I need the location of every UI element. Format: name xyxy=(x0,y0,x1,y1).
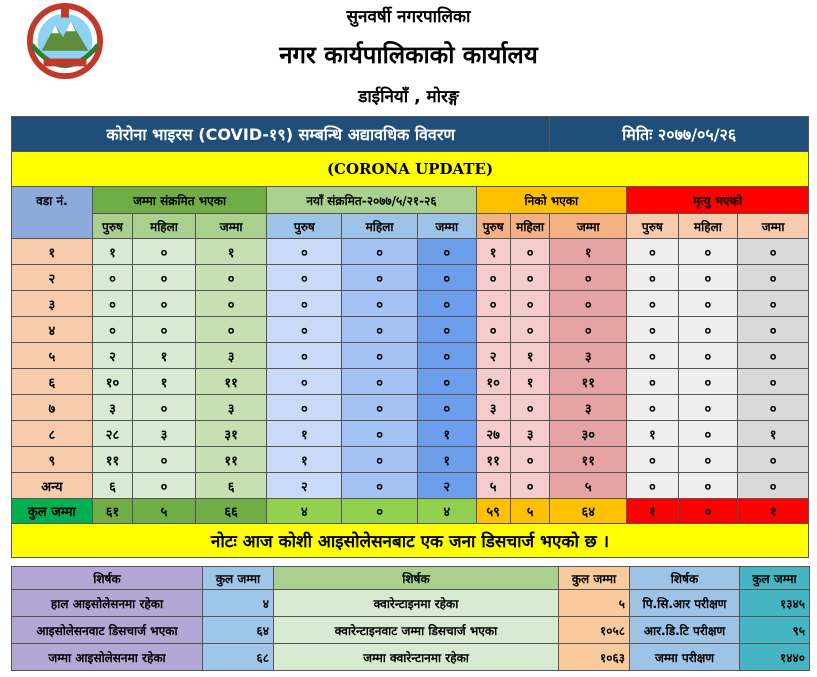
value-cell: ० xyxy=(678,369,738,395)
value-cell: ० xyxy=(342,447,418,473)
value-cell: १ xyxy=(417,447,476,473)
group-deaths: मृत्यु भएको xyxy=(627,187,809,214)
ward-cell: ४ xyxy=(12,317,93,343)
value-cell: १ xyxy=(510,343,550,369)
value-cell: ३ xyxy=(92,395,132,421)
report-date: मितिः २०७७/०५/२६ xyxy=(550,117,809,152)
summary-count: १३४५ xyxy=(740,590,810,617)
value-cell: ० xyxy=(738,395,809,421)
total-value-cell: ४ xyxy=(417,499,476,524)
value-cell: १ xyxy=(133,369,196,395)
value-cell: ० xyxy=(133,291,196,317)
value-cell: ० xyxy=(678,265,738,291)
table-row xyxy=(12,239,809,265)
summary-count: १०५८ xyxy=(559,617,630,644)
value-cell: ३ xyxy=(133,421,196,447)
value-cell: ० xyxy=(342,317,418,343)
value-cell: ० xyxy=(678,395,738,421)
totals-row xyxy=(12,499,809,524)
value-cell: ० xyxy=(417,369,476,395)
value-cell: ० xyxy=(195,265,267,291)
sub-male: पुरुष xyxy=(267,214,342,239)
value-cell: ३१ xyxy=(195,421,267,447)
sub-total: जम्मा xyxy=(195,214,267,239)
value-cell: ० xyxy=(510,317,550,343)
value-cell: ० xyxy=(510,239,550,265)
value-cell: १ xyxy=(510,369,550,395)
report-title: कोरोना भाइरस (COVID-१९) सम्बन्धि अद्यावधिक विवरण xyxy=(12,117,550,152)
summary-table xyxy=(11,566,810,671)
ward-cell: २ xyxy=(12,265,93,291)
value-cell: ३ xyxy=(195,395,267,421)
value-cell: ० xyxy=(267,343,342,369)
summary-label: क्वारेन्टाइनमा रहेका xyxy=(274,590,559,617)
table-row xyxy=(12,447,809,473)
value-cell: ० xyxy=(342,395,418,421)
value-cell: ० xyxy=(92,291,132,317)
value-cell: ११ xyxy=(195,369,267,395)
covid-ward-table xyxy=(11,116,809,558)
ward-cell: ८ xyxy=(12,421,93,447)
sub-total: जम्मा xyxy=(738,214,809,239)
value-cell: १ xyxy=(267,421,342,447)
page-header xyxy=(0,0,817,116)
value-cell: ० xyxy=(267,317,342,343)
value-cell: ३ xyxy=(195,343,267,369)
summary-count: ६८ xyxy=(203,644,274,671)
value-cell: २ xyxy=(267,473,342,499)
value-cell: ० xyxy=(133,447,196,473)
value-cell: ० xyxy=(267,239,342,265)
total-value-cell: ४ xyxy=(267,499,342,524)
title-bar xyxy=(12,117,809,152)
value-cell: ० xyxy=(627,317,679,343)
total-value-cell: ६६ xyxy=(195,499,267,524)
value-cell: ० xyxy=(133,473,196,499)
total-value-cell: ० xyxy=(678,499,738,524)
sub-male: पुरुष xyxy=(627,214,679,239)
table-row xyxy=(12,395,809,421)
value-cell: ० xyxy=(342,369,418,395)
value-cell: ० xyxy=(678,473,738,499)
value-cell: ३ xyxy=(550,343,627,369)
value-cell: २ xyxy=(417,473,476,499)
totals-label: कुल जम्मा xyxy=(12,499,93,524)
table-row xyxy=(12,317,809,343)
value-cell: ० xyxy=(476,317,510,343)
sub-female: महिला xyxy=(678,214,738,239)
value-cell: ६ xyxy=(195,473,267,499)
value-cell: ० xyxy=(417,395,476,421)
value-cell: ० xyxy=(133,239,196,265)
table-row xyxy=(12,343,809,369)
municipality-name: सुनवर्षी नगरपालिका xyxy=(346,7,471,27)
sub-total: जम्मा xyxy=(550,214,627,239)
value-cell: ० xyxy=(627,447,679,473)
value-cell: ३ xyxy=(476,395,510,421)
value-cell: ० xyxy=(417,265,476,291)
value-cell: ० xyxy=(92,317,132,343)
sub-female: महिला xyxy=(133,214,196,239)
summary-total-heading: कुल जम्मा xyxy=(740,567,810,590)
total-value-cell: १ xyxy=(627,499,679,524)
value-cell: ० xyxy=(267,291,342,317)
value-cell: ० xyxy=(417,343,476,369)
summary-total-heading: कुल जम्मा xyxy=(203,567,274,590)
value-cell: १ xyxy=(738,421,809,447)
summary-label: आर.डि.टि परीक्षण xyxy=(630,617,740,644)
office-location: डाईनियाँ , मोरङ्ग xyxy=(358,87,459,107)
value-cell: ० xyxy=(510,395,550,421)
value-cell: १ xyxy=(267,447,342,473)
group-recovered: निको भएका xyxy=(476,187,627,214)
sub-female: महिला xyxy=(510,214,550,239)
total-value-cell: ५ xyxy=(510,499,550,524)
sub-male: पुरुष xyxy=(476,214,510,239)
value-cell: १ xyxy=(133,343,196,369)
ward-cell: १ xyxy=(12,239,93,265)
ward-header: वडा नं. xyxy=(12,187,93,239)
value-cell: ११ xyxy=(550,369,627,395)
summary-heading: शिर्षक xyxy=(12,567,203,590)
total-value-cell: ६४ xyxy=(550,499,627,524)
ward-cell: ९ xyxy=(12,447,93,473)
value-cell: १० xyxy=(476,369,510,395)
value-cell: ० xyxy=(738,265,809,291)
value-cell: ० xyxy=(133,265,196,291)
value-cell: ११ xyxy=(92,447,132,473)
value-cell: ५ xyxy=(476,473,510,499)
summary-label: हाल आइसोलेसनमा रहेका xyxy=(12,590,203,617)
value-cell: १ xyxy=(627,421,679,447)
value-cell: ० xyxy=(342,473,418,499)
value-cell: ० xyxy=(342,421,418,447)
total-value-cell: ० xyxy=(342,499,418,524)
summary-label: जम्मा क्वारेन्टानमा रहेका xyxy=(274,644,559,671)
value-cell: ० xyxy=(267,369,342,395)
value-cell: २ xyxy=(476,343,510,369)
value-cell: १ xyxy=(195,239,267,265)
summary-heading: शिर्षक xyxy=(630,567,740,590)
value-cell: ० xyxy=(627,343,679,369)
table-row xyxy=(12,369,809,395)
total-value-cell: ५९ xyxy=(476,499,510,524)
value-cell: ० xyxy=(417,239,476,265)
value-cell: ० xyxy=(510,473,550,499)
summary-label: जम्मा आइसोलेसनमा रहेका xyxy=(12,644,203,671)
sub-female: महिला xyxy=(342,214,418,239)
summary-row xyxy=(12,590,810,617)
corona-update-bar xyxy=(12,152,809,187)
summary-count: १४४० xyxy=(740,644,810,671)
value-cell: ० xyxy=(627,265,679,291)
summary-count: १०६३ xyxy=(559,644,630,671)
value-cell: ० xyxy=(678,447,738,473)
value-cell: ० xyxy=(195,291,267,317)
value-cell: ० xyxy=(627,473,679,499)
value-cell: ० xyxy=(342,265,418,291)
value-cell: ० xyxy=(678,421,738,447)
table-row xyxy=(12,265,809,291)
summary-label: पि.सि.आर परीक्षण xyxy=(630,590,740,617)
value-cell: ० xyxy=(342,343,418,369)
value-cell: ० xyxy=(678,291,738,317)
value-cell: ० xyxy=(267,265,342,291)
value-cell: ११ xyxy=(476,447,510,473)
summary-count: ४ xyxy=(203,590,274,617)
value-cell: ० xyxy=(267,395,342,421)
value-cell: १ xyxy=(417,421,476,447)
table-row xyxy=(12,291,809,317)
value-cell: ० xyxy=(133,395,196,421)
ward-cell: ५ xyxy=(12,343,93,369)
value-cell: १ xyxy=(550,239,627,265)
value-cell: ० xyxy=(738,369,809,395)
summary-row xyxy=(12,617,810,644)
ward-cell: ७ xyxy=(12,395,93,421)
value-cell: ० xyxy=(678,317,738,343)
value-cell: ३ xyxy=(510,421,550,447)
sub-total: जम्मा xyxy=(417,214,476,239)
summary-count: ५ xyxy=(559,590,630,617)
value-cell: २७ xyxy=(476,421,510,447)
group-header-row xyxy=(12,187,809,214)
value-cell: ० xyxy=(678,239,738,265)
value-cell: १ xyxy=(92,239,132,265)
value-cell: २८ xyxy=(92,421,132,447)
value-cell: ० xyxy=(550,317,627,343)
value-cell: ३ xyxy=(550,395,627,421)
value-cell: ६ xyxy=(92,473,132,499)
value-cell: ० xyxy=(738,447,809,473)
summary-label: जम्मा परीक्षण xyxy=(630,644,740,671)
value-cell: ० xyxy=(627,291,679,317)
group-total-infected: जम्मा संक्रमित भएका xyxy=(92,187,267,214)
value-cell: ० xyxy=(738,317,809,343)
total-value-cell: ६१ xyxy=(92,499,132,524)
value-cell: ० xyxy=(510,447,550,473)
value-cell: ० xyxy=(476,265,510,291)
ward-cell: अन्य xyxy=(12,473,93,499)
sub-male: पुरुष xyxy=(92,214,132,239)
value-cell: ० xyxy=(550,265,627,291)
value-cell: ० xyxy=(627,369,679,395)
note-row xyxy=(12,524,809,558)
table-row xyxy=(12,473,809,499)
value-cell: ० xyxy=(738,239,809,265)
value-cell: ११ xyxy=(550,447,627,473)
sub-header-row xyxy=(12,214,809,239)
value-cell: ० xyxy=(627,395,679,421)
summary-total-heading: कुल जम्मा xyxy=(559,567,630,590)
group-new-infected: नयाँ संक्रमित-२०७७/५/२१-२६ xyxy=(267,187,476,214)
value-cell: ० xyxy=(678,343,738,369)
summary-label: क्वारेन्टाइनवाट जम्मा डिसचार्ज भएका xyxy=(274,617,559,644)
value-cell: ० xyxy=(342,239,418,265)
value-cell: १ xyxy=(476,239,510,265)
value-cell: ० xyxy=(417,291,476,317)
value-cell: ० xyxy=(510,291,550,317)
summary-header-row xyxy=(12,567,810,590)
total-value-cell: १ xyxy=(738,499,809,524)
summary-label: आइसोलेसनवाट डिसचार्ज भएका xyxy=(12,617,203,644)
value-cell: ३० xyxy=(550,421,627,447)
summary-heading: शिर्षक xyxy=(274,567,559,590)
corona-update-label: (CORONA UPDATE) xyxy=(12,152,809,187)
value-cell: ० xyxy=(417,317,476,343)
value-cell: ० xyxy=(195,317,267,343)
value-cell: ० xyxy=(476,291,510,317)
value-cell: ० xyxy=(510,265,550,291)
value-cell: ० xyxy=(133,317,196,343)
value-cell: ५ xyxy=(550,473,627,499)
value-cell: ० xyxy=(738,343,809,369)
summary-count: ९५ xyxy=(740,617,810,644)
value-cell: ० xyxy=(92,265,132,291)
summary-count: ६४ xyxy=(203,617,274,644)
table-row xyxy=(12,421,809,447)
value-cell: १० xyxy=(92,369,132,395)
value-cell: ० xyxy=(738,291,809,317)
ward-cell: ६ xyxy=(12,369,93,395)
office-name: नगर कार्यपालिकाको कार्यालय xyxy=(279,41,538,69)
value-cell: ० xyxy=(342,291,418,317)
value-cell: ० xyxy=(738,473,809,499)
total-value-cell: ५ xyxy=(133,499,196,524)
value-cell: २ xyxy=(92,343,132,369)
value-cell: ० xyxy=(627,239,679,265)
note-text: नोटः आज कोशी आइसोलेसनबाट एक जना डिसचार्ज भएको छ । xyxy=(12,524,809,558)
summary-row xyxy=(12,644,810,671)
ward-cell: ३ xyxy=(12,291,93,317)
value-cell: ० xyxy=(550,291,627,317)
value-cell: ११ xyxy=(195,447,267,473)
